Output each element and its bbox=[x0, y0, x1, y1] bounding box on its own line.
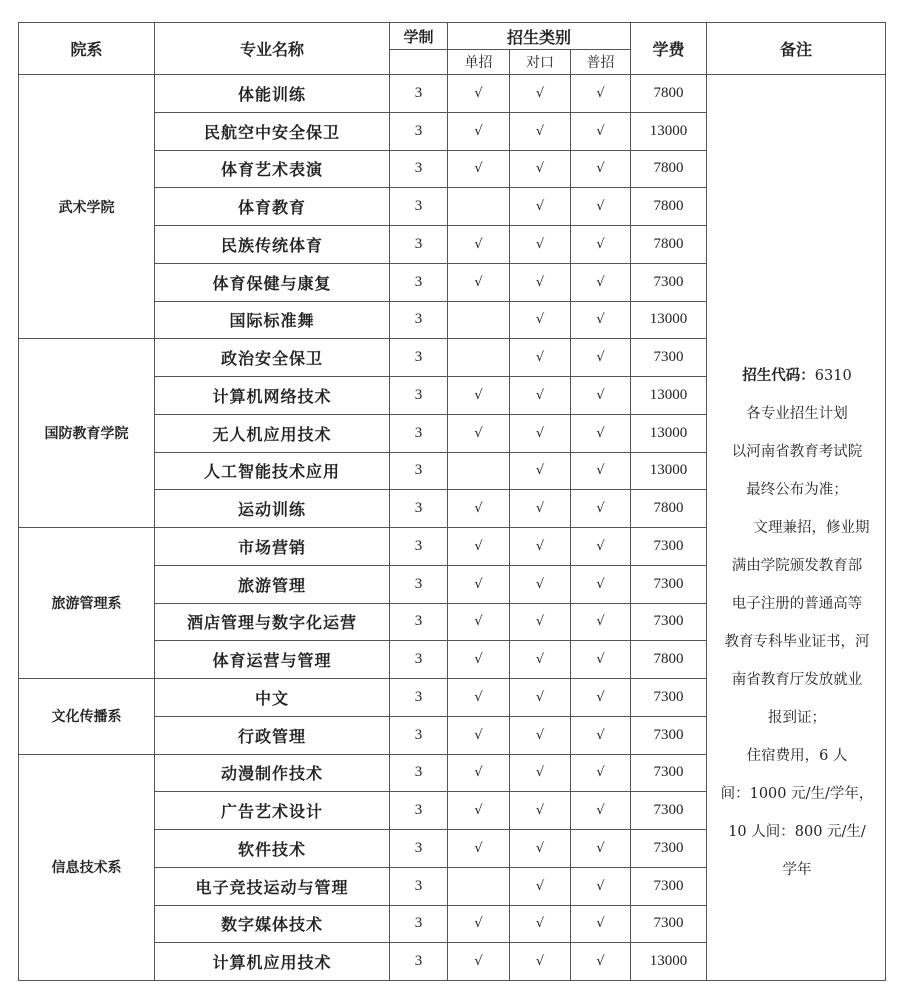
years-cell: 3 bbox=[390, 339, 448, 377]
enroll-code bbox=[715, 357, 879, 395]
major-name: 人工智能技术应用 bbox=[155, 452, 390, 490]
years-cell: 3 bbox=[390, 830, 448, 868]
check-mark-icon: √ bbox=[474, 161, 483, 177]
check-dan-cell bbox=[448, 792, 510, 830]
check-dan-cell bbox=[448, 528, 510, 566]
fee-cell: 7300 bbox=[631, 792, 707, 830]
major-name: 行政管理 bbox=[155, 716, 390, 754]
check-mark-icon: √ bbox=[535, 274, 545, 290]
check-dui-cell bbox=[510, 641, 571, 679]
check-dan-cell bbox=[448, 943, 510, 981]
major-name: 软件技术 bbox=[155, 830, 390, 868]
check-mark-icon: √ bbox=[596, 803, 605, 819]
check-mark-icon: √ bbox=[535, 161, 545, 177]
dept-cell: 信息技术系 bbox=[19, 754, 155, 981]
remark-line: 以河南省教育考试院 bbox=[731, 443, 863, 460]
check-pu-cell bbox=[571, 263, 631, 301]
header-dept: 院系 bbox=[19, 23, 155, 75]
check-mark-icon: √ bbox=[535, 840, 545, 856]
check-pu-cell bbox=[571, 754, 631, 792]
check-mark-icon: √ bbox=[596, 387, 605, 403]
check-mark-icon: √ bbox=[535, 916, 545, 932]
remark-line: 间：1000 元/生/学年， bbox=[720, 785, 874, 802]
check-pu-cell bbox=[571, 490, 631, 528]
fee-cell: 7300 bbox=[631, 603, 707, 641]
fee-cell: 7300 bbox=[631, 716, 707, 754]
check-mark-icon: √ bbox=[535, 425, 545, 441]
check-dan-cell bbox=[448, 603, 510, 641]
fee-cell: 13000 bbox=[631, 414, 707, 452]
years-cell: 3 bbox=[390, 75, 448, 113]
check-pu-cell bbox=[571, 943, 631, 981]
header-category: 招生类别 bbox=[448, 23, 631, 50]
fee-cell: 7800 bbox=[631, 75, 707, 113]
check-dan-cell bbox=[448, 905, 510, 943]
check-pu-cell bbox=[571, 905, 631, 943]
check-mark-icon: √ bbox=[596, 463, 605, 479]
check-mark-icon: √ bbox=[596, 312, 605, 328]
check-mark-icon: √ bbox=[596, 350, 605, 366]
check-mark-icon: √ bbox=[474, 689, 483, 705]
remark-line: 教育专科毕业证书，河 bbox=[724, 633, 870, 650]
header-fee: 学费 bbox=[631, 23, 707, 75]
table-row bbox=[19, 75, 886, 113]
check-dan-cell bbox=[448, 679, 510, 717]
check-mark-icon: √ bbox=[535, 463, 545, 479]
check-dan-cell bbox=[448, 490, 510, 528]
check-mark-icon: √ bbox=[535, 954, 545, 970]
check-mark-icon: √ bbox=[535, 803, 545, 819]
check-mark-icon: √ bbox=[596, 538, 605, 554]
major-name: 酒店管理与数字化运营 bbox=[155, 603, 390, 641]
check-mark-icon: √ bbox=[474, 236, 483, 252]
major-name: 计算机应用技术 bbox=[155, 943, 390, 981]
major-name: 市场营销 bbox=[155, 528, 390, 566]
check-pu-cell bbox=[571, 716, 631, 754]
header-years-blank bbox=[390, 50, 448, 75]
fee-cell: 7300 bbox=[631, 679, 707, 717]
years-cell: 3 bbox=[390, 943, 448, 981]
enroll-code-value: 6310 bbox=[814, 367, 852, 384]
check-mark-icon: √ bbox=[535, 652, 545, 668]
check-pu-cell bbox=[571, 603, 631, 641]
years-cell: 3 bbox=[390, 565, 448, 603]
check-mark-icon: √ bbox=[474, 765, 483, 781]
remark-line: 南省教育厅发放就业 bbox=[731, 671, 863, 688]
fee-cell: 7300 bbox=[631, 528, 707, 566]
fee-cell: 7300 bbox=[631, 867, 707, 905]
header-major: 专业名称 bbox=[155, 23, 390, 75]
header-years: 学制 bbox=[390, 23, 448, 50]
check-dui-cell bbox=[510, 490, 571, 528]
check-dan-cell bbox=[448, 452, 510, 490]
check-mark-icon: √ bbox=[596, 727, 605, 743]
check-mark-icon: √ bbox=[535, 387, 545, 403]
enrollment-table bbox=[18, 22, 886, 981]
enroll-code-label: 招生代码： bbox=[742, 367, 815, 384]
major-name: 中文 bbox=[155, 679, 390, 717]
check-mark-icon: √ bbox=[596, 123, 605, 139]
years-cell: 3 bbox=[390, 679, 448, 717]
fee-cell: 7800 bbox=[631, 641, 707, 679]
check-dan-cell bbox=[448, 226, 510, 264]
years-cell: 3 bbox=[390, 905, 448, 943]
major-name: 电子竞技运动与管理 bbox=[155, 867, 390, 905]
dept-cell: 旅游管理系 bbox=[19, 528, 155, 679]
fee-cell: 7300 bbox=[631, 830, 707, 868]
check-dan-cell bbox=[448, 263, 510, 301]
check-dan-cell bbox=[448, 339, 510, 377]
check-mark-icon: √ bbox=[596, 614, 605, 630]
check-pu-cell bbox=[571, 414, 631, 452]
major-name: 国际标准舞 bbox=[155, 301, 390, 339]
check-pu-cell bbox=[571, 792, 631, 830]
years-cell: 3 bbox=[390, 490, 448, 528]
check-mark-icon: √ bbox=[474, 538, 483, 554]
fee-cell: 7800 bbox=[631, 490, 707, 528]
check-mark-icon: √ bbox=[535, 501, 545, 517]
check-mark-icon: √ bbox=[535, 689, 545, 705]
years-cell: 3 bbox=[390, 754, 448, 792]
dept-cell: 武术学院 bbox=[19, 75, 155, 339]
years-cell: 3 bbox=[390, 150, 448, 188]
check-pu-cell bbox=[571, 641, 631, 679]
check-dan-cell bbox=[448, 75, 510, 113]
years-cell: 3 bbox=[390, 112, 448, 150]
check-mark-icon: √ bbox=[535, 85, 545, 101]
check-mark-icon: √ bbox=[596, 878, 605, 894]
check-dui-cell bbox=[510, 943, 571, 981]
major-name: 运动训练 bbox=[155, 490, 390, 528]
check-dui-cell bbox=[510, 226, 571, 264]
check-mark-icon: √ bbox=[535, 350, 545, 366]
check-mark-icon: √ bbox=[474, 954, 483, 970]
major-name: 体育艺术表演 bbox=[155, 150, 390, 188]
years-cell: 3 bbox=[390, 188, 448, 226]
fee-cell: 13000 bbox=[631, 112, 707, 150]
check-pu-cell bbox=[571, 452, 631, 490]
remark-line: 电子注册的普通高等 bbox=[731, 595, 863, 612]
check-mark-icon: √ bbox=[535, 727, 545, 743]
check-mark-icon: √ bbox=[535, 765, 545, 781]
check-mark-icon: √ bbox=[474, 576, 483, 592]
check-pu-cell bbox=[571, 867, 631, 905]
fee-cell: 7800 bbox=[631, 226, 707, 264]
check-dui-cell bbox=[510, 867, 571, 905]
check-dan-cell bbox=[448, 150, 510, 188]
years-cell: 3 bbox=[390, 716, 448, 754]
major-name: 体育教育 bbox=[155, 188, 390, 226]
check-mark-icon: √ bbox=[596, 954, 605, 970]
check-pu-cell bbox=[571, 150, 631, 188]
years-cell: 3 bbox=[390, 792, 448, 830]
header-sub-dan: 单招 bbox=[448, 50, 510, 75]
check-pu-cell bbox=[571, 528, 631, 566]
check-mark-icon: √ bbox=[596, 236, 605, 252]
check-dui-cell bbox=[510, 452, 571, 490]
check-mark-icon: √ bbox=[596, 916, 605, 932]
check-dui-cell bbox=[510, 301, 571, 339]
years-cell: 3 bbox=[390, 603, 448, 641]
check-mark-icon: √ bbox=[596, 652, 605, 668]
check-dan-cell bbox=[448, 565, 510, 603]
fee-cell: 7800 bbox=[631, 150, 707, 188]
check-mark-icon: √ bbox=[474, 803, 483, 819]
major-name: 体育保健与康复 bbox=[155, 263, 390, 301]
check-mark-icon: √ bbox=[535, 878, 545, 894]
check-mark-icon: √ bbox=[596, 501, 605, 517]
fee-cell: 13000 bbox=[631, 301, 707, 339]
remark-line: 满由学院颁发教育部 bbox=[731, 557, 863, 574]
fee-cell: 7300 bbox=[631, 263, 707, 301]
fee-cell: 7800 bbox=[631, 188, 707, 226]
remark-line: 最终公布为准； bbox=[746, 481, 848, 498]
check-dui-cell bbox=[510, 75, 571, 113]
check-dan-cell bbox=[448, 377, 510, 415]
years-cell: 3 bbox=[390, 226, 448, 264]
years-cell: 3 bbox=[390, 301, 448, 339]
years-cell: 3 bbox=[390, 867, 448, 905]
header-sub-dui: 对口 bbox=[510, 50, 571, 75]
major-name: 政治安全保卫 bbox=[155, 339, 390, 377]
check-dan-cell bbox=[448, 716, 510, 754]
check-mark-icon: √ bbox=[474, 614, 483, 630]
remark-line: 报到证； bbox=[768, 709, 826, 726]
years-cell: 3 bbox=[390, 263, 448, 301]
check-mark-icon: √ bbox=[535, 236, 545, 252]
years-cell: 3 bbox=[390, 452, 448, 490]
check-dui-cell bbox=[510, 830, 571, 868]
major-name: 体育运营与管理 bbox=[155, 641, 390, 679]
check-mark-icon: √ bbox=[474, 501, 483, 517]
check-mark-icon: √ bbox=[596, 765, 605, 781]
check-dui-cell bbox=[510, 414, 571, 452]
check-mark-icon: √ bbox=[474, 85, 483, 101]
major-name: 无人机应用技术 bbox=[155, 414, 390, 452]
check-mark-icon: √ bbox=[535, 199, 545, 215]
check-dan-cell bbox=[448, 112, 510, 150]
check-mark-icon: √ bbox=[474, 916, 483, 932]
check-dui-cell bbox=[510, 150, 571, 188]
remark-text bbox=[707, 167, 885, 889]
years-cell: 3 bbox=[390, 641, 448, 679]
check-mark-icon: √ bbox=[596, 689, 605, 705]
check-pu-cell bbox=[571, 679, 631, 717]
check-mark-icon: √ bbox=[474, 727, 483, 743]
major-name: 旅游管理 bbox=[155, 565, 390, 603]
check-pu-cell bbox=[571, 377, 631, 415]
dept-cell: 文化传播系 bbox=[19, 679, 155, 755]
check-pu-cell bbox=[571, 112, 631, 150]
check-mark-icon: √ bbox=[596, 161, 605, 177]
check-dan-cell bbox=[448, 188, 510, 226]
remark-line: 10 人间：800 元/生/ bbox=[728, 823, 866, 840]
remark-line: 住宿费用，6 人 bbox=[746, 747, 848, 764]
check-mark-icon: √ bbox=[535, 576, 545, 592]
remark-line: 各专业招生计划 bbox=[746, 405, 848, 422]
fee-cell: 7300 bbox=[631, 754, 707, 792]
remark-line: 文理兼招，修业期 bbox=[753, 519, 870, 536]
check-pu-cell bbox=[571, 339, 631, 377]
check-pu-cell bbox=[571, 75, 631, 113]
years-cell: 3 bbox=[390, 377, 448, 415]
check-mark-icon: √ bbox=[596, 840, 605, 856]
check-mark-icon: √ bbox=[474, 652, 483, 668]
check-pu-cell bbox=[571, 226, 631, 264]
check-dui-cell bbox=[510, 377, 571, 415]
check-pu-cell bbox=[571, 301, 631, 339]
check-dui-cell bbox=[510, 792, 571, 830]
check-mark-icon: √ bbox=[535, 614, 545, 630]
check-mark-icon: √ bbox=[535, 123, 545, 139]
check-dui-cell bbox=[510, 528, 571, 566]
check-mark-icon: √ bbox=[596, 274, 605, 290]
check-mark-icon: √ bbox=[474, 840, 483, 856]
check-dui-cell bbox=[510, 263, 571, 301]
check-mark-icon: √ bbox=[474, 425, 483, 441]
check-mark-icon: √ bbox=[474, 123, 483, 139]
check-mark-icon: √ bbox=[596, 576, 605, 592]
check-dui-cell bbox=[510, 754, 571, 792]
years-cell: 3 bbox=[390, 528, 448, 566]
check-dui-cell bbox=[510, 339, 571, 377]
check-dan-cell bbox=[448, 641, 510, 679]
check-dui-cell bbox=[510, 905, 571, 943]
fee-cell: 7300 bbox=[631, 565, 707, 603]
check-dan-cell bbox=[448, 830, 510, 868]
header-remark: 备注 bbox=[707, 23, 886, 75]
check-pu-cell bbox=[571, 830, 631, 868]
check-pu-cell bbox=[571, 188, 631, 226]
check-dui-cell bbox=[510, 565, 571, 603]
fee-cell: 7300 bbox=[631, 339, 707, 377]
check-mark-icon: √ bbox=[474, 387, 483, 403]
check-pu-cell bbox=[571, 565, 631, 603]
check-mark-icon: √ bbox=[535, 538, 545, 554]
check-dui-cell bbox=[510, 188, 571, 226]
fee-cell: 13000 bbox=[631, 377, 707, 415]
check-dui-cell bbox=[510, 716, 571, 754]
fee-cell: 13000 bbox=[631, 452, 707, 490]
fee-cell: 7300 bbox=[631, 905, 707, 943]
fee-cell: 13000 bbox=[631, 943, 707, 981]
header-row bbox=[19, 23, 886, 50]
check-dui-cell bbox=[510, 679, 571, 717]
header-sub-pu: 普招 bbox=[571, 50, 631, 75]
check-dan-cell bbox=[448, 301, 510, 339]
major-name: 广告艺术设计 bbox=[155, 792, 390, 830]
major-name: 民航空中安全保卫 bbox=[155, 112, 390, 150]
check-mark-icon: √ bbox=[474, 274, 483, 290]
remark-cell bbox=[707, 75, 886, 981]
check-dui-cell bbox=[510, 112, 571, 150]
check-mark-icon: √ bbox=[596, 425, 605, 441]
major-name: 民族传统体育 bbox=[155, 226, 390, 264]
check-dan-cell bbox=[448, 414, 510, 452]
major-name: 数字媒体技术 bbox=[155, 905, 390, 943]
major-name: 动漫制作技术 bbox=[155, 754, 390, 792]
check-mark-icon: √ bbox=[535, 312, 545, 328]
check-dan-cell bbox=[448, 867, 510, 905]
check-mark-icon: √ bbox=[596, 85, 605, 101]
remark-line: 学年 bbox=[782, 861, 812, 878]
years-cell: 3 bbox=[390, 414, 448, 452]
major-name: 计算机网络技术 bbox=[155, 377, 390, 415]
dept-cell: 国防教育学院 bbox=[19, 339, 155, 528]
major-name: 体能训练 bbox=[155, 75, 390, 113]
check-mark-icon: √ bbox=[596, 199, 605, 215]
check-dan-cell bbox=[448, 754, 510, 792]
table-body bbox=[19, 75, 886, 981]
check-dui-cell bbox=[510, 603, 571, 641]
